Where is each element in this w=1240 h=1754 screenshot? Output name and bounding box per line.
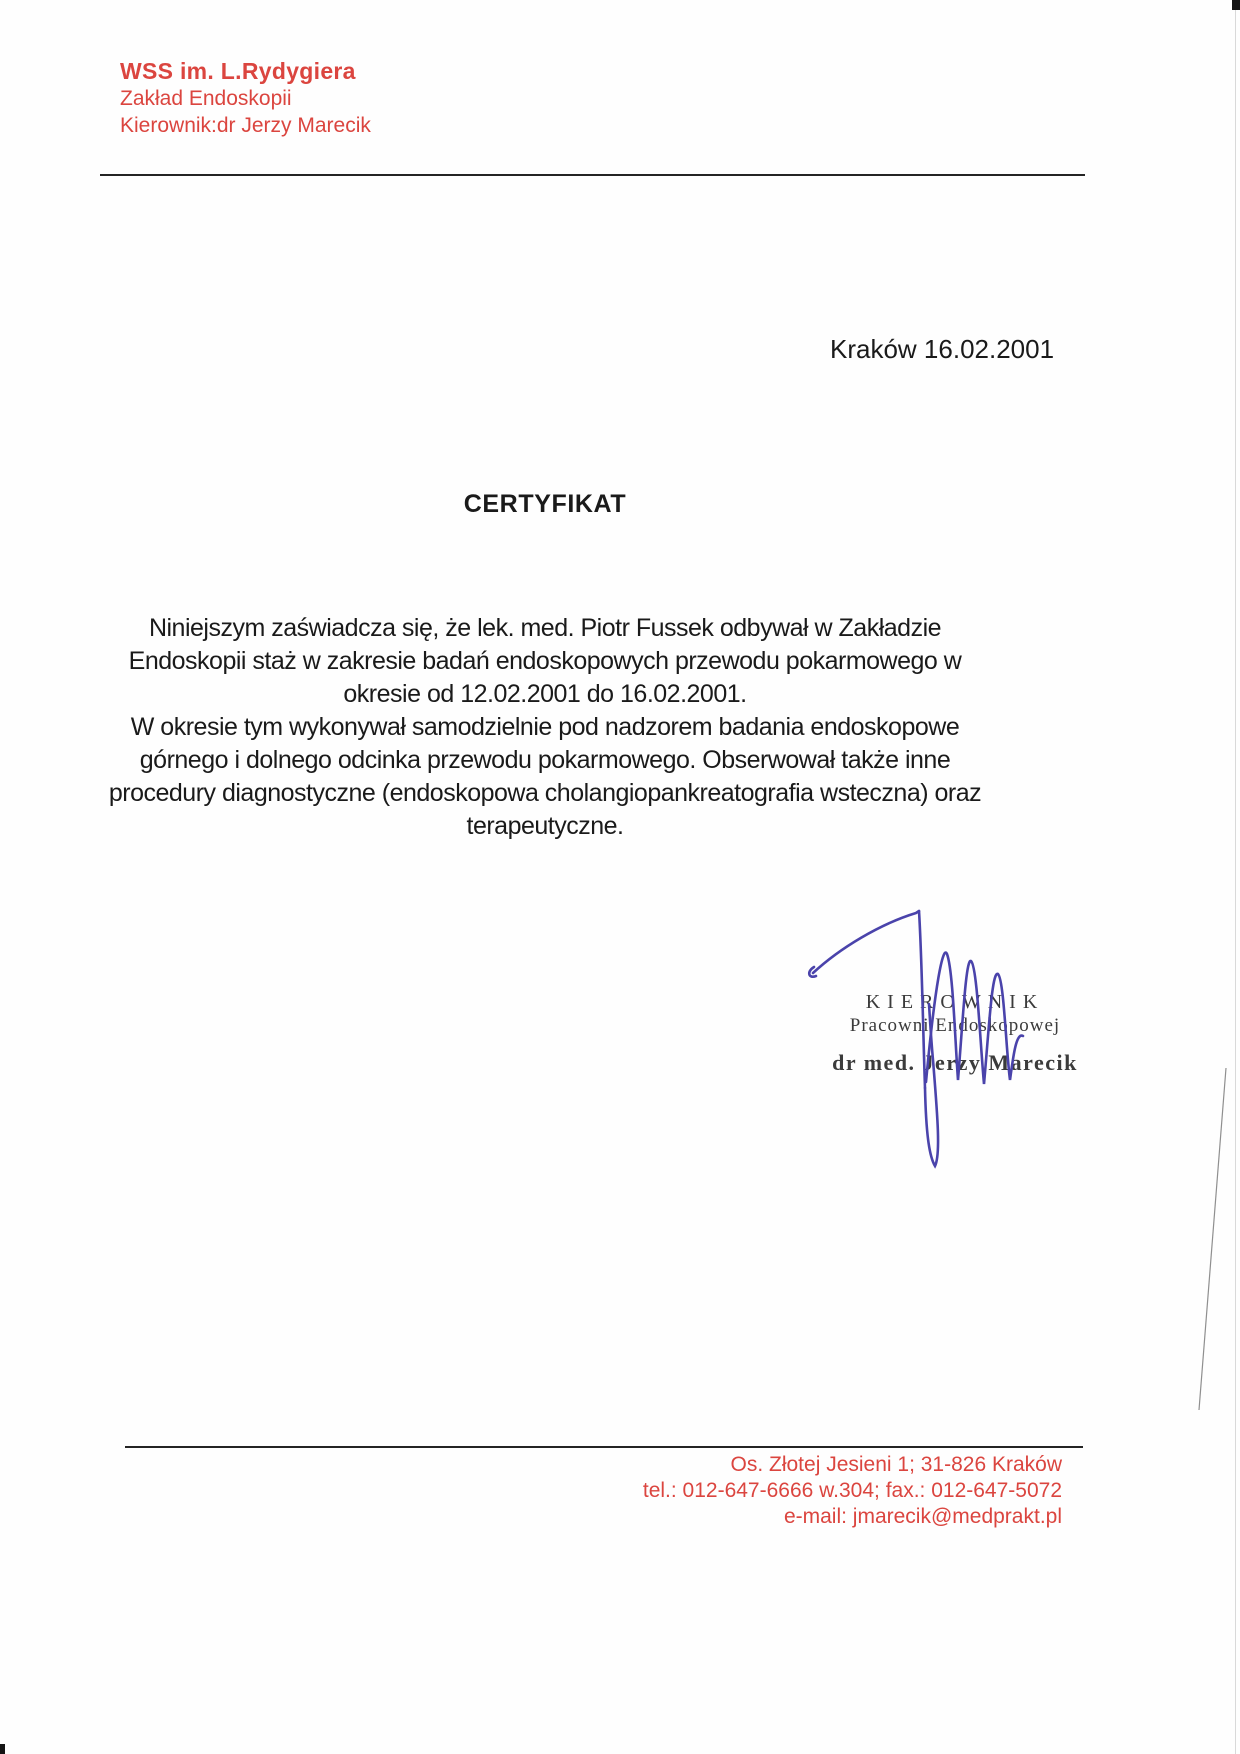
scan-edge-line bbox=[1235, 0, 1236, 1754]
body-line: procedury diagnostyczne (endoskopowa cholangiopankreatografia wsteczna) oraz bbox=[108, 779, 982, 807]
body-line: terapeutyczne. bbox=[466, 812, 624, 840]
stamp-role: KIEROWNIK bbox=[865, 991, 1045, 1013]
certificate-title: CERTYFIKAT bbox=[463, 490, 627, 518]
body-line: Niniejszym zaświadcza się, że lek. med. Piotr Fussek odbywał w Zakładzie bbox=[148, 614, 942, 642]
letterhead bbox=[120, 58, 371, 139]
body-line: Endoskopii staż w zakresie badań endoskopowych przewodu pokarmowego w bbox=[128, 647, 962, 675]
department-name: Zakład Endoskopii bbox=[120, 87, 292, 110]
body-line: W okresie tym wykonywał samodzielnie pod nadzorem badania endoskopowe bbox=[130, 713, 960, 741]
handwritten-signature bbox=[795, 900, 1055, 1180]
header-divider bbox=[100, 174, 1085, 176]
footer-phone-fax: tel.: 012-647-6666 w.304; fax.: 012-647-5072 bbox=[642, 1479, 1062, 1502]
footer-divider bbox=[125, 1446, 1083, 1448]
scan-scratch-line bbox=[1192, 1062, 1232, 1414]
footer-contact bbox=[500, 1452, 1062, 1530]
chief-name: Kierownik:dr Jerzy Marecik bbox=[120, 114, 371, 137]
scan-mark-bottom-left bbox=[0, 1744, 5, 1754]
body-line: górnego i dolnego odcinka przewodu pokarmowego. Obserwował także inne bbox=[139, 746, 951, 774]
body-line: okresie od 12.02.2001 do 16.02.2001. bbox=[343, 680, 747, 708]
footer-email: e-mail: jmarecik@medprakt.pl bbox=[783, 1505, 1062, 1528]
stamp-unit: Pracowni Endoskopowej bbox=[849, 1015, 1061, 1036]
footer-address: Os. Złotej Jesieni 1; 31-826 Kraków bbox=[730, 1453, 1062, 1476]
place-and-date: Kraków 16.02.2001 bbox=[830, 334, 1055, 364]
stamp-signatory-name: dr med. Jerzy Marecik bbox=[832, 1050, 1078, 1075]
scan-mark-top-right bbox=[1232, 0, 1240, 10]
organization-name: WSS im. L.Rydygiera bbox=[120, 58, 356, 84]
certificate-body bbox=[85, 612, 1005, 843]
